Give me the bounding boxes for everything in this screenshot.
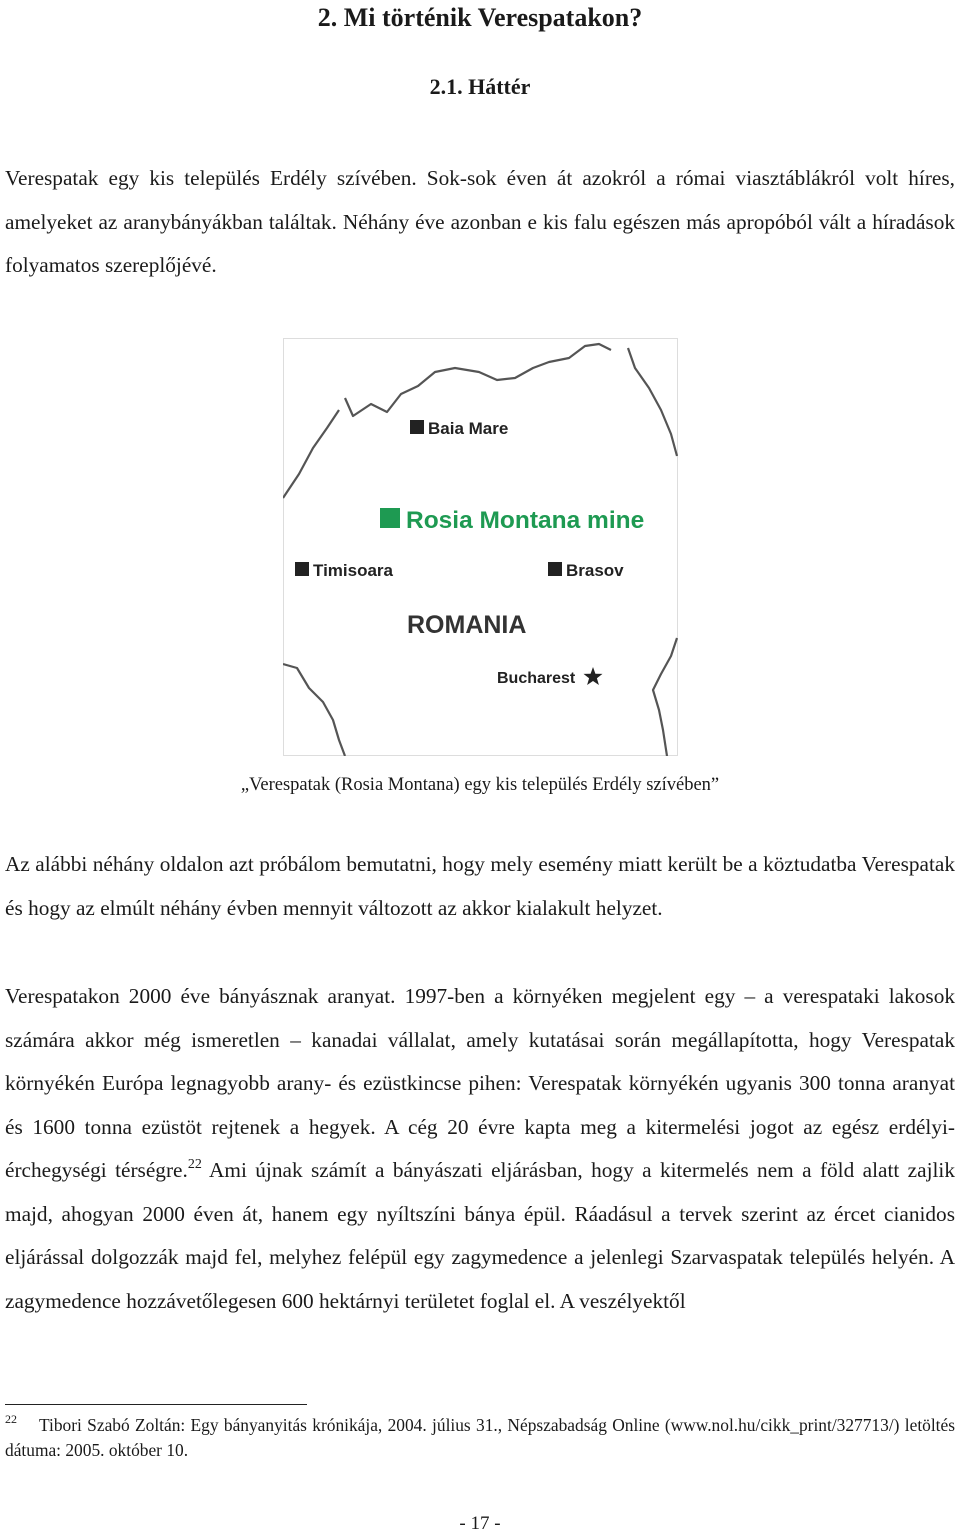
- map-frame: [284, 339, 678, 756]
- body-paragraph-1: Az alábbi néhány oldalon azt próbálom bemutatni, hogy mely esemény miatt került be a köztudatba Verespatak és hogy az elmúlt néhány évben mennyit változott az akkor kialakult helyzet.: [5, 852, 955, 920]
- rosia-montana-label: Rosia Montana mine: [406, 507, 645, 534]
- footnote-separator: [5, 1404, 307, 1405]
- timisoara-marker: [295, 562, 309, 576]
- intro-paragraph: Verespatak egy kis település Erdély szívében. Sok-sok éven át azokról a római viasztáblákról volt híres, amelyeket az aranybányákban találtak. Néhány éve azonban e kis falu egészen más apropóból vált a híradások folyamatos szereplőjévé.: [5, 166, 955, 277]
- footnote-text: Tibori Szabó Zoltán: Egy bányanyitás krónikája, 2004. július 31., Népszabadság Online (www.nol.hu/cikk_print/327713/) letöltés dátuma: 2005. október 10.: [5, 1415, 955, 1460]
- timisoara-label: Timisoara: [313, 561, 394, 580]
- rosia-montana-marker: [380, 508, 400, 528]
- body-paragraph-2: [5, 975, 955, 1323]
- country-label: ROMANIA: [407, 611, 527, 639]
- body-paragraph-2-part-1: Verespatakon 2000 éve bányásznak aranyat. 1997-ben a környéken megjelent egy – a verespataki lakosok számára akkor még ismeretlen – kanadai vállalat, amely kutatásai során megállapította, hogy Verespatak környékén Európa legnagyobb arany- és ezüstkincse pihen: Verespatak környékén ugyanis 300 tonna aranyat és 1600 tonna ezüstöt rejtenek a hegyek. A cég 20 évre kapta meg a kitermelési jogot az egész erdélyi-érchegységi térségre.: [5, 984, 955, 1182]
- page-number: - 17 -: [459, 1513, 501, 1534]
- map-caption: „Verespatak (Rosia Montana) egy kis település Erdély szívében”: [240, 775, 720, 795]
- footnote-reference: 22: [187, 1157, 202, 1172]
- brasov-label: Brasov: [566, 561, 624, 580]
- footnote: [5, 1413, 955, 1463]
- body-paragraph-2-part-2: Ami újnak számít a bányászati eljárásban, hogy a kitermelés nem a föld alatt zajlik majd, ahogyan 2000 éven át, hanem egy nyíltszíni bánya épül. Ráadásul a tervek szerint az ércet cianidos eljárással dolgozzák majd fel, melyhez felépül egy zagymedence a jelenlegi Szarvaspatak település helyén. A zagymedence hozzávetőlegesen 600 hektárnyi területet foglal el. A veszélyektől: [5, 1158, 955, 1313]
- bucharest-label: Bucharest: [497, 670, 576, 687]
- footnote-number: 22: [5, 1412, 17, 1426]
- brasov-marker: [548, 562, 562, 576]
- section-title: 2.1. Háttér: [429, 74, 531, 99]
- baia-mare-label: Baia Mare: [428, 419, 509, 438]
- chapter-title: 2. Mi történik Verespatakon?: [317, 3, 643, 32]
- baia-mare-marker: [410, 420, 424, 434]
- romania-map: [283, 338, 678, 756]
